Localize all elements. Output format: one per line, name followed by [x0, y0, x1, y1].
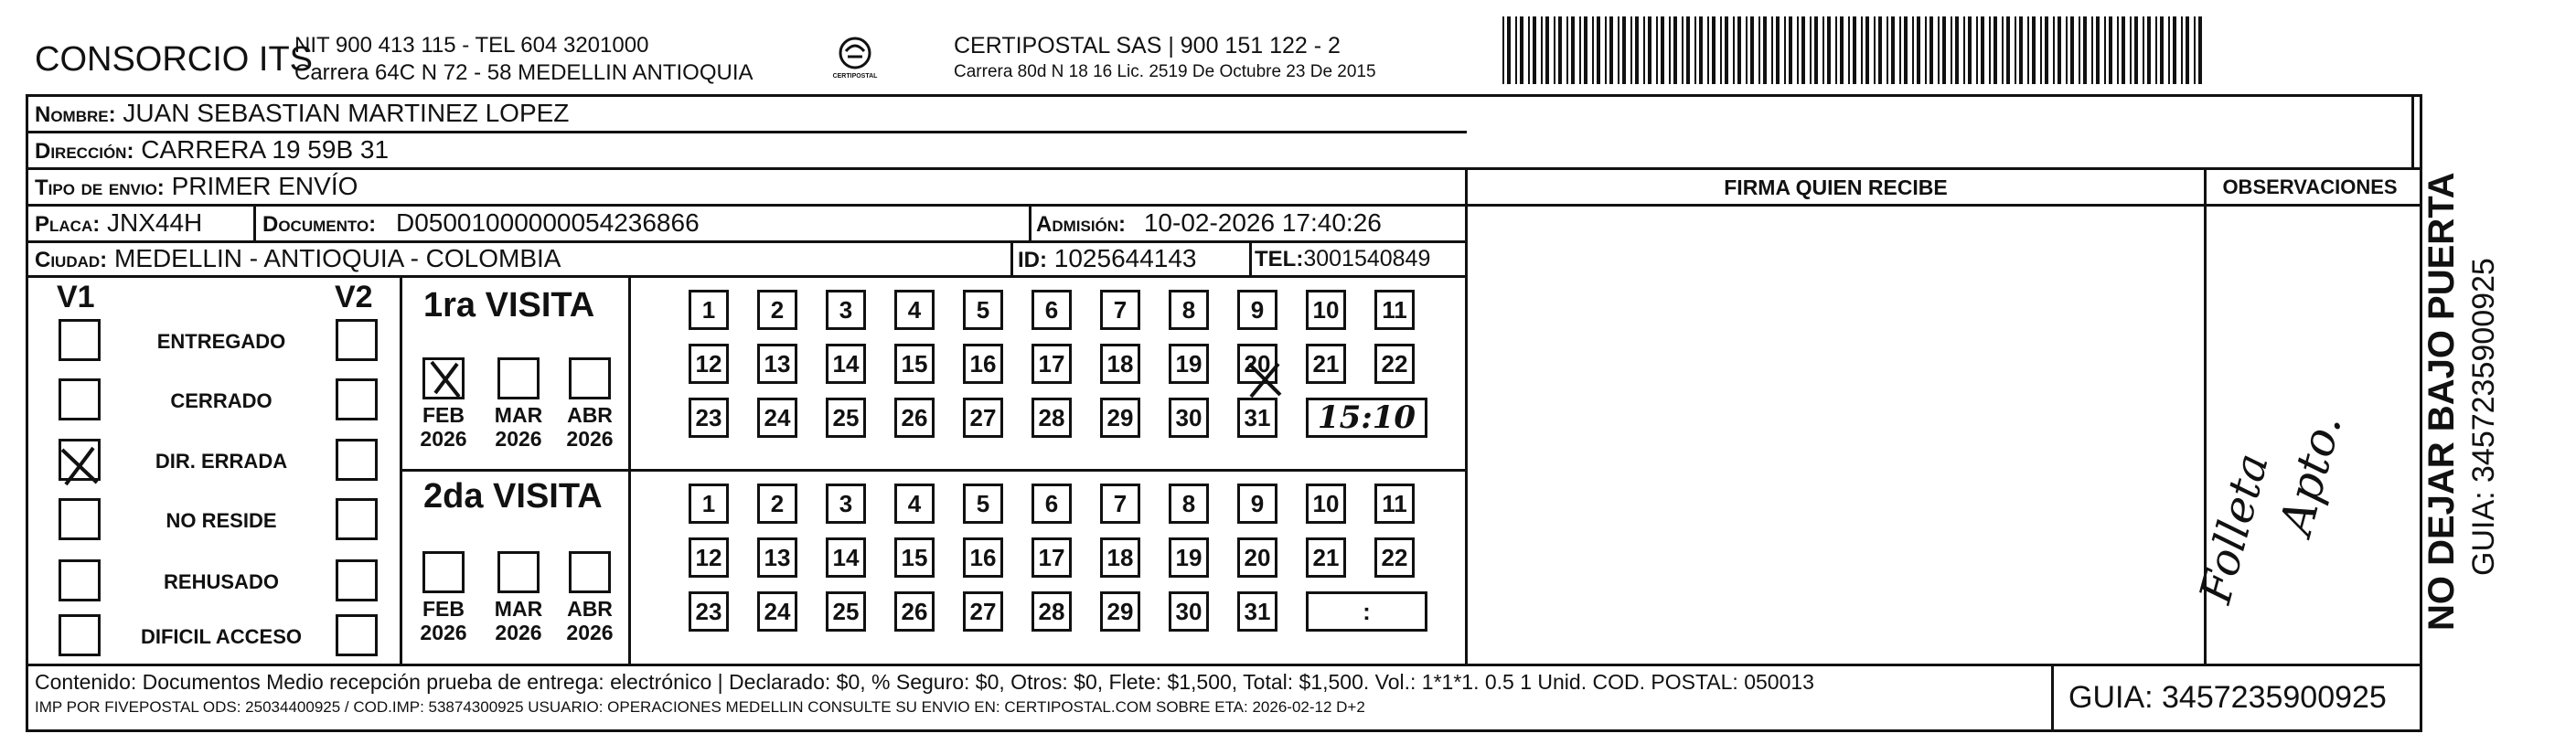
- observacion-line1: Folleta: [2189, 448, 2279, 609]
- day-box[interactable]: 6: [1031, 290, 1072, 330]
- month-year: 2026: [420, 621, 467, 644]
- day-box[interactable]: 25: [826, 398, 866, 438]
- day-box[interactable]: 23: [689, 398, 729, 438]
- day-box[interactable]: 16: [963, 344, 1003, 384]
- day-box[interactable]: 29: [1100, 591, 1140, 632]
- month-label: [486, 403, 550, 451]
- nombre-row: [35, 99, 569, 128]
- day-box[interactable]: 21: [1306, 537, 1346, 578]
- day-box[interactable]: 28: [1031, 591, 1072, 632]
- logo-text: CERTIPOSTAL: [832, 73, 878, 80]
- day-box[interactable]: 10: [1306, 290, 1346, 330]
- day-box[interactable]: 12: [689, 344, 729, 384]
- month-checkbox[interactable]: [569, 551, 611, 593]
- day-box[interactable]: 1: [689, 484, 729, 524]
- company-nit: NIT 900 413 115 - TEL 604 3201000: [294, 33, 649, 58]
- v2-checkbox[interactable]: [336, 378, 378, 420]
- day-box[interactable]: 7: [1100, 484, 1140, 524]
- id-label: ID:: [1018, 248, 1047, 272]
- day-box[interactable]: 26: [894, 398, 935, 438]
- month-year: 2026: [495, 621, 542, 644]
- side-guia: GUIA: 3457235900925: [2466, 258, 2501, 576]
- day-20-check-mark: [1244, 358, 1286, 400]
- day-box[interactable]: 9: [1237, 290, 1277, 330]
- month-label: [486, 597, 550, 644]
- tipo-label: Tipo de envio:: [35, 175, 165, 200]
- day-box[interactable]: 14: [826, 344, 866, 384]
- tel-label: TEL:: [1255, 247, 1304, 271]
- day-box[interactable]: 30: [1169, 591, 1209, 632]
- footer-contenido: Contenido: Documentos Medio recepción prueba de entrega: electrónico | Declarado: $0, % Seguro: $0, Otros: $0, Flete: $1,500, Total: $1,500. Vol.: 1*1*1. 0.5 1 Unid. COD. POSTAL: 050013: [35, 670, 1814, 694]
- month-label: [558, 403, 622, 451]
- visit1-title: 1ra VISITA: [423, 286, 595, 324]
- v2-label: V2: [335, 280, 373, 314]
- observaciones-header: OBSERVACIONES: [2222, 175, 2398, 198]
- day-box[interactable]: 26: [894, 591, 935, 632]
- direccion-value: CARRERA 19 59B 31: [141, 135, 390, 164]
- status-label: REHUSADO: [164, 570, 279, 593]
- day-box[interactable]: 12: [689, 537, 729, 578]
- day-box[interactable]: 27: [963, 591, 1003, 632]
- documento-label: Documento:: [262, 212, 377, 237]
- v1-checkbox[interactable]: [59, 319, 101, 361]
- day-box[interactable]: 11: [1374, 484, 1415, 524]
- month-name: MAR: [494, 597, 543, 621]
- month-checkbox[interactable]: [422, 551, 465, 593]
- day-box[interactable]: 22: [1374, 537, 1415, 578]
- status-label: DIR. ERRADA: [155, 450, 288, 473]
- nombre-value: JUAN SEBASTIAN MARTINEZ LOPEZ: [123, 99, 570, 127]
- admision-row: [1036, 208, 1382, 238]
- day-box[interactable]: 4: [894, 290, 935, 330]
- v1-checkbox[interactable]: [59, 498, 101, 540]
- day-box[interactable]: 2: [757, 290, 797, 330]
- v2-checkbox[interactable]: [336, 614, 378, 656]
- day-box[interactable]: 17: [1031, 537, 1072, 578]
- day-box[interactable]: 5: [963, 290, 1003, 330]
- day-box[interactable]: 28: [1031, 398, 1072, 438]
- day-box[interactable]: 3: [826, 484, 866, 524]
- day-box[interactable]: 25: [826, 591, 866, 632]
- direccion-row: [35, 135, 389, 165]
- day-box[interactable]: 31: [1237, 591, 1277, 632]
- admision-label: Admisión:: [1036, 212, 1127, 237]
- admision-value: 10-02-2026 17:40:26: [1143, 208, 1382, 237]
- month-checkbox[interactable]: [497, 551, 540, 593]
- day-box[interactable]: 19: [1169, 537, 1209, 578]
- day-box[interactable]: 5: [963, 484, 1003, 524]
- month-label: [412, 597, 476, 644]
- status-label: DIFICIL ACCESO: [140, 625, 302, 648]
- day-box[interactable]: 24: [757, 398, 797, 438]
- time-box[interactable]: 15:10: [1306, 398, 1427, 438]
- month-name: ABR: [567, 597, 613, 621]
- tipo-value: PRIMER ENVÍO: [171, 172, 358, 200]
- v2-checkbox[interactable]: [336, 319, 378, 361]
- nombre-label: Nombre:: [35, 102, 116, 127]
- side-warning: NO DEJAR BAJO PUERTA: [2421, 172, 2462, 631]
- carrier-address: Carrera 80d N 18 16 Lic. 2519 De Octubre 23 De 2015: [954, 62, 1376, 81]
- carrier-name: CERTIPOSTAL SAS | 900 151 122 - 2: [954, 33, 1341, 58]
- id-row: [1018, 244, 1197, 273]
- month-year: 2026: [495, 427, 542, 451]
- month-name: FEB: [422, 597, 465, 621]
- day-box[interactable]: 31: [1237, 398, 1277, 438]
- month-year: 2026: [420, 427, 467, 451]
- v2-checkbox[interactable]: [336, 498, 378, 540]
- month-name: MAR: [494, 403, 543, 427]
- day-box[interactable]: 18: [1100, 344, 1140, 384]
- tipo-row: [35, 172, 358, 201]
- day-box[interactable]: 10: [1306, 484, 1346, 524]
- certipostal-logo: [828, 33, 882, 88]
- observacion-handwriting: [2189, 347, 2414, 658]
- day-box[interactable]: 29: [1100, 398, 1140, 438]
- ciudad-label: Ciudad:: [35, 248, 108, 272]
- placa-row: [35, 208, 202, 238]
- ciudad-value: MEDELLIN - ANTIOQUIA - COLOMBIA: [113, 244, 561, 272]
- placa-label: Placa:: [35, 212, 101, 237]
- v1-checkbox[interactable]: [59, 378, 101, 420]
- day-box[interactable]: 14: [826, 537, 866, 578]
- day-box[interactable]: 27: [963, 398, 1003, 438]
- day-box[interactable]: 21: [1306, 344, 1346, 384]
- tel-value: 3001540849: [1303, 246, 1431, 271]
- v1-label: V1: [57, 280, 95, 314]
- day-box[interactable]: 8: [1169, 290, 1209, 330]
- company-name: CONSORCIO ITS: [35, 40, 314, 79]
- month-name: ABR: [567, 403, 613, 427]
- feb-check-mark: [422, 356, 468, 402]
- time-box[interactable]: :: [1306, 591, 1427, 632]
- ciudad-row: [35, 244, 561, 273]
- month-year: 2026: [566, 621, 614, 644]
- id-value: 1025644143: [1053, 244, 1197, 272]
- tel-row: [1255, 246, 1430, 272]
- day-box[interactable]: 17: [1031, 344, 1072, 384]
- company-address: Carrera 64C N 72 - 58 MEDELLIN ANTIOQUIA: [294, 60, 754, 85]
- day-box[interactable]: 9: [1237, 484, 1277, 524]
- day-box[interactable]: 3: [826, 290, 866, 330]
- day-box[interactable]: 6: [1031, 484, 1072, 524]
- status-label: CERRADO: [170, 389, 273, 412]
- day-box[interactable]: 2: [757, 484, 797, 524]
- day-box[interactable]: 20: [1237, 537, 1277, 578]
- direccion-label: Dirección:: [35, 139, 134, 164]
- v1-checkbox[interactable]: [59, 614, 101, 656]
- day-box[interactable]: 24: [757, 591, 797, 632]
- day-box[interactable]: 18: [1100, 537, 1140, 578]
- day-box[interactable]: 4: [894, 484, 935, 524]
- day-box[interactable]: 22: [1374, 344, 1415, 384]
- day-box[interactable]: 15: [894, 344, 935, 384]
- day-box[interactable]: 13: [757, 537, 797, 578]
- day-box[interactable]: 23: [689, 591, 729, 632]
- month-name: FEB: [422, 403, 465, 427]
- observacion-line2: Apto.: [2269, 409, 2352, 540]
- firma-header: FIRMA QUIEN RECIBE: [1724, 175, 1948, 199]
- day-box[interactable]: 8: [1169, 484, 1209, 524]
- status-label: ENTREGADO: [156, 330, 286, 353]
- day-box[interactable]: 16: [963, 537, 1003, 578]
- v2-checkbox[interactable]: [336, 439, 378, 481]
- documento-value: D05001000000054236866: [395, 208, 700, 237]
- footer-imp: IMP POR FIVEPOSTAL ODS: 25034400925 / COD.IMP: 53874300925 USUARIO: OPERACIONES MEDELLIN CONSULTE SU ENVIO EN: CERTIPOSTAL.COM SOBRE ETA: 2026-02-12 D+2: [35, 698, 1365, 716]
- v1-checkbox[interactable]: [59, 559, 101, 601]
- placa-value: JNX44H: [107, 208, 203, 237]
- day-box[interactable]: 19: [1169, 344, 1209, 384]
- month-checkbox[interactable]: [569, 357, 611, 399]
- day-box[interactable]: 7: [1100, 290, 1140, 330]
- v2-checkbox[interactable]: [336, 559, 378, 601]
- visit2-title: 2da VISITA: [423, 477, 603, 516]
- day-box[interactable]: 11: [1374, 290, 1415, 330]
- day-box[interactable]: 15: [894, 537, 935, 578]
- barcode: [1502, 16, 2207, 84]
- day-box[interactable]: 20: [1237, 344, 1277, 384]
- month-label: [558, 597, 622, 644]
- day-box[interactable]: 30: [1169, 398, 1209, 438]
- day-box[interactable]: 13: [757, 344, 797, 384]
- day-box[interactable]: 1: [689, 290, 729, 330]
- month-label: [412, 403, 476, 451]
- status-label: NO RESIDE: [166, 509, 277, 532]
- month-checkbox[interactable]: [497, 357, 540, 399]
- month-year: 2026: [566, 427, 614, 451]
- footer-guia: GUIA: 3457235900925: [2068, 680, 2387, 715]
- documento-row: [262, 208, 700, 238]
- dir-errada-check-mark: [57, 442, 102, 488]
